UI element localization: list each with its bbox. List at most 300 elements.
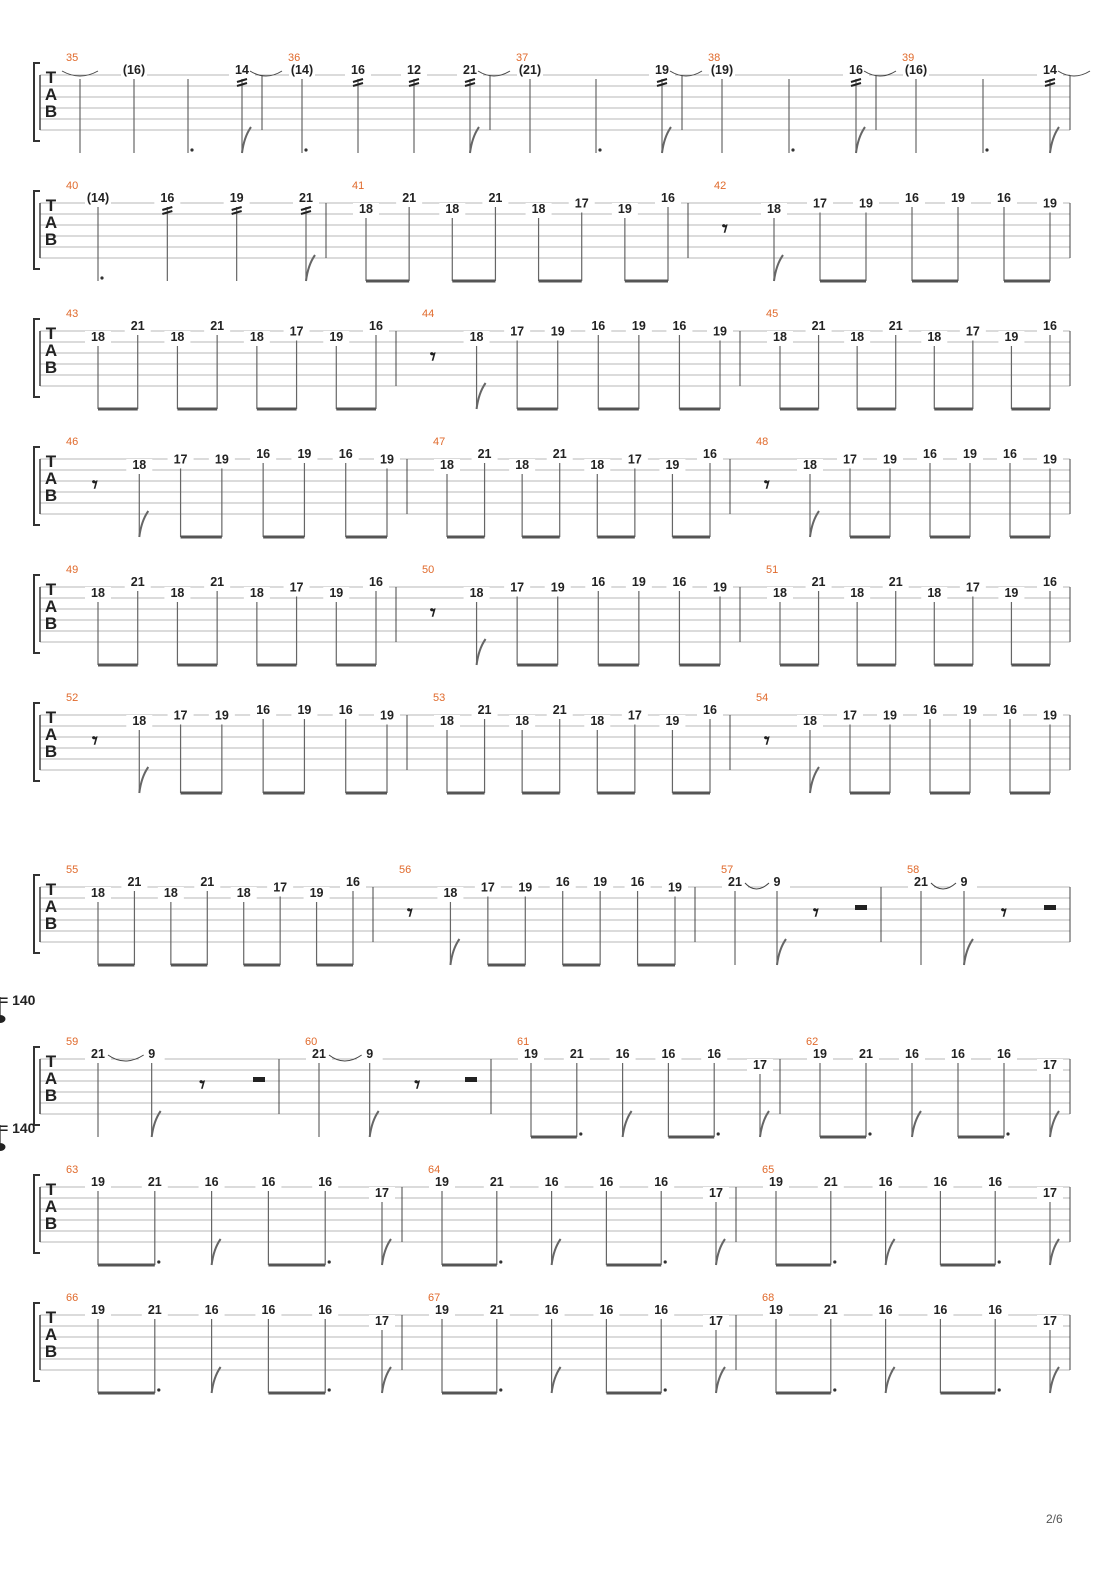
fret-number: 17 [627, 452, 642, 467]
fret-number: 16 [654, 1303, 669, 1317]
fret-number: 9 [773, 875, 781, 889]
fret-number: 16 [591, 319, 606, 333]
fret-number: 16 [256, 703, 271, 717]
fret-number: 17 [753, 1058, 767, 1072]
clef-letter-b: B [44, 358, 58, 377]
fret-number: 21 [312, 1047, 326, 1061]
eighth-rest: 𝄾 [92, 729, 98, 754]
fret-number: 18 [443, 886, 458, 900]
tab-system [34, 52, 1090, 153]
fret-number: 9 [366, 1047, 374, 1061]
clef-letter-b: B [44, 486, 58, 505]
measure-53 [433, 692, 723, 793]
eighth-flag [886, 1367, 895, 1393]
fret-number: 17 [813, 196, 827, 211]
measure-62 [806, 1036, 1063, 1137]
fret-number: 16 [599, 1175, 614, 1189]
eighth-flag [1050, 1367, 1059, 1393]
measure-number: 41 [352, 180, 365, 192]
eighth-rest: 𝄾 [199, 1073, 206, 1098]
measure-number: 56 [399, 864, 412, 876]
fret-number: 19 [229, 191, 244, 205]
duration-dot [664, 1388, 667, 1391]
fret-number: 16 [923, 703, 937, 717]
tab-system [0, 992, 1070, 1137]
fret-number: (16) [122, 63, 146, 77]
measure-number: 66 [66, 1292, 79, 1304]
clef-letter-b: B [44, 102, 58, 121]
fret-number: 16 [1043, 575, 1057, 589]
fret-number: 16 [923, 447, 937, 461]
fret-number: 21 [914, 875, 928, 889]
fret-number: 21 [91, 1047, 105, 1061]
clef-letter-a: A [44, 1325, 58, 1344]
fret-number: 16 [1003, 447, 1017, 461]
fret-number: 21 [130, 575, 145, 589]
measure-67 [428, 1292, 729, 1393]
fret-number: 19 [1004, 586, 1019, 600]
fret-number: 19 [329, 330, 344, 344]
system-bracket [34, 319, 40, 397]
fret-number: 16 [997, 1047, 1011, 1061]
system-bracket [34, 703, 40, 781]
fret-number: 17 [965, 324, 980, 339]
fret-number: 16 [615, 1047, 630, 1061]
measure-number: 39 [902, 52, 915, 64]
fret-number: 21 [552, 447, 567, 461]
fret-number: 16 [544, 1303, 559, 1317]
eighth-rest: 𝄾 [722, 217, 728, 242]
clef-letter-a: A [44, 341, 58, 360]
eighth-rest: 𝄾 [813, 901, 819, 926]
fret-number: 16 [204, 1303, 219, 1317]
duration-dot [328, 1260, 331, 1263]
measure-37 [516, 52, 702, 153]
fret-number: 16 [933, 1303, 948, 1317]
eighth-flag [886, 1239, 895, 1265]
clef-letter-b: B [44, 1214, 58, 1233]
fret-number: 19 [380, 708, 394, 723]
fret-number: 19 [713, 324, 727, 339]
eighth-flag [306, 255, 315, 281]
fret-number: 21 [127, 875, 142, 889]
fret-number: 19 [631, 319, 646, 333]
fret-number: 18 [163, 886, 178, 900]
fret-number: 18 [515, 714, 530, 728]
measure-39 [902, 52, 1090, 153]
clef-letter-t: T [45, 68, 57, 87]
eighth-flag [139, 511, 148, 537]
fret-number: 16 [338, 703, 353, 717]
measure-54 [756, 692, 1063, 793]
tab-system [34, 692, 1070, 793]
fret-number: 16 [261, 1303, 276, 1317]
half-rest [855, 905, 867, 910]
duration-dot [304, 148, 307, 151]
tab-system [34, 308, 1070, 409]
measure-61 [517, 1036, 773, 1137]
clef-letter-a: A [44, 213, 58, 232]
measure-43 [66, 308, 389, 409]
fret-number: (14) [290, 63, 314, 77]
eighth-flag [470, 127, 479, 153]
fret-number: 19 [769, 1303, 783, 1317]
fret-number: 17 [965, 580, 980, 595]
measure-number: 62 [806, 1036, 819, 1048]
fret-number: 18 [91, 586, 105, 600]
fret-number: 19 [309, 886, 324, 900]
half-rest [1044, 905, 1056, 910]
fret-number: 16 [988, 1303, 1003, 1317]
measure-56 [399, 864, 688, 965]
fret-number: 18 [91, 886, 105, 900]
measure-number: 54 [756, 692, 769, 704]
measure-number: 42 [714, 180, 727, 192]
eighth-flag [964, 939, 973, 965]
fret-number: 21 [823, 1175, 838, 1189]
fret-number: 16 [661, 191, 675, 205]
fret-number: 21 [569, 1047, 584, 1061]
fret-number: 18 [170, 330, 185, 344]
fret-number: 17 [510, 580, 525, 595]
clef-letter-a: A [44, 597, 58, 616]
measure-number: 48 [756, 436, 769, 448]
fret-number: 18 [773, 330, 787, 344]
system-bracket [34, 191, 40, 269]
measure-64 [428, 1164, 729, 1265]
fret-number: 21 [402, 191, 417, 205]
fret-number: 21 [147, 1303, 162, 1317]
fret-number: 21 [888, 575, 903, 589]
measure-number: 57 [721, 864, 734, 876]
clef-letter-t: T [45, 1308, 57, 1327]
fret-number: 17 [843, 452, 857, 467]
measure-57 [721, 864, 867, 965]
measure-number: 50 [422, 564, 435, 576]
fret-number: 19 [593, 875, 608, 889]
fret-number: 21 [147, 1175, 162, 1189]
clef-letter-b: B [44, 230, 58, 249]
measure-number: 63 [66, 1164, 79, 1176]
measure-40 [66, 180, 319, 281]
tempo-mark: = 140 [0, 992, 36, 1008]
clef-letter-t: T [45, 1052, 57, 1071]
half-rest [253, 1077, 265, 1082]
measure-48 [756, 436, 1063, 537]
fret-number: 21 [489, 1303, 504, 1317]
fret-number: 18 [469, 586, 484, 600]
half-rest [465, 1077, 477, 1082]
fret-number: 18 [249, 330, 264, 344]
measure-number: 37 [516, 52, 529, 64]
measure-44 [422, 308, 733, 409]
fret-number: 18 [773, 586, 787, 600]
measure-number: 44 [422, 308, 435, 320]
eighth-flag [810, 511, 819, 537]
fret-number: 19 [524, 1047, 538, 1061]
fret-number: 16 [630, 875, 645, 889]
system-bracket [34, 1047, 40, 1125]
fret-number: 18 [767, 202, 781, 216]
fret-number: 18 [132, 714, 147, 728]
measure-number: 65 [762, 1164, 775, 1176]
fret-number: 19 [380, 452, 394, 467]
measure-50 [422, 564, 733, 665]
system-bracket [34, 875, 40, 953]
fret-number: 19 [883, 708, 897, 723]
fret-number: 21 [728, 875, 742, 889]
fret-number: 21 [299, 191, 313, 205]
duration-dot [579, 1132, 582, 1135]
fret-number: 21 [200, 875, 215, 889]
measure-number: 43 [66, 308, 79, 320]
fret-number: 17 [709, 1314, 723, 1328]
eighth-rest: 𝄾 [92, 473, 98, 498]
duration-dot [985, 148, 988, 151]
eighth-flag [1050, 1111, 1059, 1137]
eighth-flag [810, 767, 819, 793]
fret-number: 16 [1043, 319, 1057, 333]
fret-number: 21 [210, 319, 225, 333]
measure-number: 58 [907, 864, 920, 876]
measure-number: 51 [766, 564, 779, 576]
duration-dot [998, 1388, 1001, 1391]
fret-number: 16 [849, 63, 863, 77]
fret-number: 17 [627, 708, 642, 723]
measure-52 [66, 692, 400, 793]
measure-number: 55 [66, 864, 79, 876]
fret-number: 17 [273, 880, 288, 895]
measure-36 [288, 52, 510, 153]
fret-number: 19 [813, 1047, 827, 1061]
eighth-rest: 𝄾 [430, 601, 436, 626]
fret-number: 19 [91, 1303, 105, 1317]
duration-dot [717, 1132, 720, 1135]
measure-number: 68 [762, 1292, 775, 1304]
fret-number: 19 [214, 708, 229, 723]
eighth-rest: 𝄾 [414, 1073, 421, 1098]
fret-number: 16 [703, 447, 717, 461]
fret-number: 16 [988, 1175, 1003, 1189]
measure-66 [66, 1292, 395, 1393]
measure-number: 47 [433, 436, 446, 448]
fret-number: 16 [160, 191, 175, 205]
measure-number: 38 [708, 52, 721, 64]
measure-number: 64 [428, 1164, 441, 1176]
fret-number: 19 [1043, 196, 1057, 211]
fret-number: 21 [823, 1303, 838, 1317]
clef-letter-t: T [45, 196, 57, 215]
measure-number: 52 [66, 692, 79, 704]
clef-letter-a: A [44, 897, 58, 916]
fret-number: 19 [655, 63, 669, 77]
fret-number: 16 [878, 1175, 893, 1189]
fret-number: 18 [132, 458, 147, 472]
fret-number: 18 [91, 330, 105, 344]
fret-number: 21 [811, 575, 826, 589]
system-bracket [34, 63, 40, 141]
fret-number: 18 [445, 202, 460, 216]
fret-number: 21 [130, 319, 145, 333]
tempo-note-head [0, 1143, 6, 1151]
fret-number: 17 [1043, 1058, 1057, 1072]
fret-number: 17 [510, 324, 525, 339]
duration-dot [190, 148, 193, 151]
fret-number: 16 [555, 875, 570, 889]
fret-number: 21 [811, 319, 826, 333]
measure-41 [352, 180, 681, 281]
eighth-flag [856, 127, 865, 153]
tempo-note-head [0, 1015, 6, 1023]
fret-number: 16 [1003, 703, 1017, 717]
fret-number: 9 [148, 1047, 156, 1061]
fret-number: 14 [235, 63, 249, 77]
duration-dot [833, 1388, 836, 1391]
fret-number: 18 [170, 586, 185, 600]
eighth-flag [912, 1111, 921, 1137]
fret-number: 18 [850, 330, 865, 344]
fret-number: 21 [210, 575, 225, 589]
fret-number: 16 [346, 875, 360, 889]
measure-42 [714, 180, 1063, 281]
fret-number: 19 [713, 580, 727, 595]
clef-letter-a: A [44, 1069, 58, 1088]
fret-number: 18 [590, 458, 605, 472]
clef-letter-b: B [44, 1342, 58, 1361]
fret-number: 19 [91, 1175, 105, 1189]
system-bracket [34, 1303, 40, 1381]
fret-number: 21 [888, 319, 903, 333]
fret-number: (19) [710, 63, 734, 77]
measure-47 [433, 436, 723, 537]
fret-number: 19 [665, 458, 680, 472]
clef-letter-t: T [45, 880, 57, 899]
measure-number: 46 [66, 436, 79, 448]
fret-number: 16 [672, 575, 687, 589]
fret-number: 16 [905, 191, 919, 205]
clef-letter-a: A [44, 469, 58, 488]
fret-number: 18 [440, 714, 454, 728]
fret-number: 17 [375, 1314, 389, 1328]
duration-dot [499, 1260, 502, 1263]
measure-59 [66, 1036, 265, 1137]
fret-number: 17 [574, 196, 589, 211]
fret-number: 14 [1043, 63, 1057, 77]
eighth-rest: 𝄾 [430, 345, 436, 370]
eighth-flag [662, 127, 671, 153]
fret-number: 21 [488, 191, 503, 205]
system-bracket [34, 575, 40, 653]
fret-number: 16 [997, 191, 1011, 205]
clef-letter-a: A [44, 85, 58, 104]
eighth-flag [139, 767, 148, 793]
fret-number: 18 [236, 886, 251, 900]
measure-number: 61 [517, 1036, 530, 1048]
fret-number: 16 [369, 575, 383, 589]
duration-dot [1006, 1132, 1009, 1135]
eighth-flag [477, 639, 486, 665]
fret-number: 16 [661, 1047, 676, 1061]
fret-number: 18 [515, 458, 530, 472]
measure-35 [62, 52, 282, 153]
fret-number: 19 [214, 452, 229, 467]
fret-number: 16 [591, 575, 606, 589]
fret-number: 16 [933, 1175, 948, 1189]
fret-number: 18 [359, 202, 373, 216]
clef-letter-a: A [44, 1197, 58, 1216]
eighth-flag [552, 1239, 561, 1265]
fret-number: 17 [843, 708, 857, 723]
fret-number: 16 [261, 1175, 276, 1189]
clef-letter-t: T [45, 580, 57, 599]
system-bracket [34, 447, 40, 525]
fret-number: 18 [440, 458, 454, 472]
clef-letter-a: A [44, 725, 58, 744]
measure-38 [708, 52, 896, 153]
fret-number: 19 [883, 452, 897, 467]
eighth-flag [450, 939, 459, 965]
fret-number: 19 [631, 575, 646, 589]
duration-dot [499, 1388, 502, 1391]
fret-number: 17 [1043, 1186, 1057, 1200]
fret-number: 16 [599, 1303, 614, 1317]
clef-letter-t: T [45, 708, 57, 727]
tab-system [34, 436, 1070, 537]
measure-number: 60 [305, 1036, 318, 1048]
measure-68 [762, 1292, 1063, 1393]
measure-45 [766, 308, 1063, 409]
fret-number: (14) [86, 191, 110, 205]
fret-number: 19 [297, 447, 312, 461]
fret-number: 16 [318, 1303, 333, 1317]
fret-number: 19 [665, 714, 680, 728]
tab-system [0, 1120, 1070, 1265]
slide-tie [108, 1055, 144, 1061]
eighth-flag [777, 939, 786, 965]
measure-number: 49 [66, 564, 79, 576]
duration-dot [157, 1388, 160, 1391]
clef-letter-b: B [44, 914, 58, 933]
fret-number: 17 [289, 324, 304, 339]
clef-letter-t: T [45, 452, 57, 471]
eighth-flag [382, 1239, 391, 1265]
eighth-flag [212, 1239, 221, 1265]
measure-number: 59 [66, 1036, 79, 1048]
eighth-flag [716, 1239, 725, 1265]
clef-letter-b: B [44, 614, 58, 633]
eighth-flag [716, 1367, 725, 1393]
fret-number: 19 [951, 191, 965, 205]
duration-dot [328, 1388, 331, 1391]
fret-number: 18 [803, 714, 817, 728]
eighth-flag [760, 1111, 769, 1137]
measure-number: 35 [66, 52, 79, 64]
duration-dot [998, 1260, 1001, 1263]
fret-number: 16 [707, 1047, 722, 1061]
fret-number: 19 [1043, 708, 1057, 723]
eighth-rest: 𝄾 [407, 901, 413, 926]
tempo-mark: = 140 [0, 1120, 36, 1136]
page-number: 2/6 [1046, 1512, 1063, 1526]
fret-number: 16 [256, 447, 271, 461]
measure-number: 67 [428, 1292, 441, 1304]
measure-number: 36 [288, 52, 301, 64]
fret-number: 19 [550, 324, 565, 339]
fret-number: 18 [469, 330, 484, 344]
fret-number: 21 [463, 63, 477, 77]
tab-system [34, 564, 1070, 665]
eighth-flag [382, 1367, 391, 1393]
